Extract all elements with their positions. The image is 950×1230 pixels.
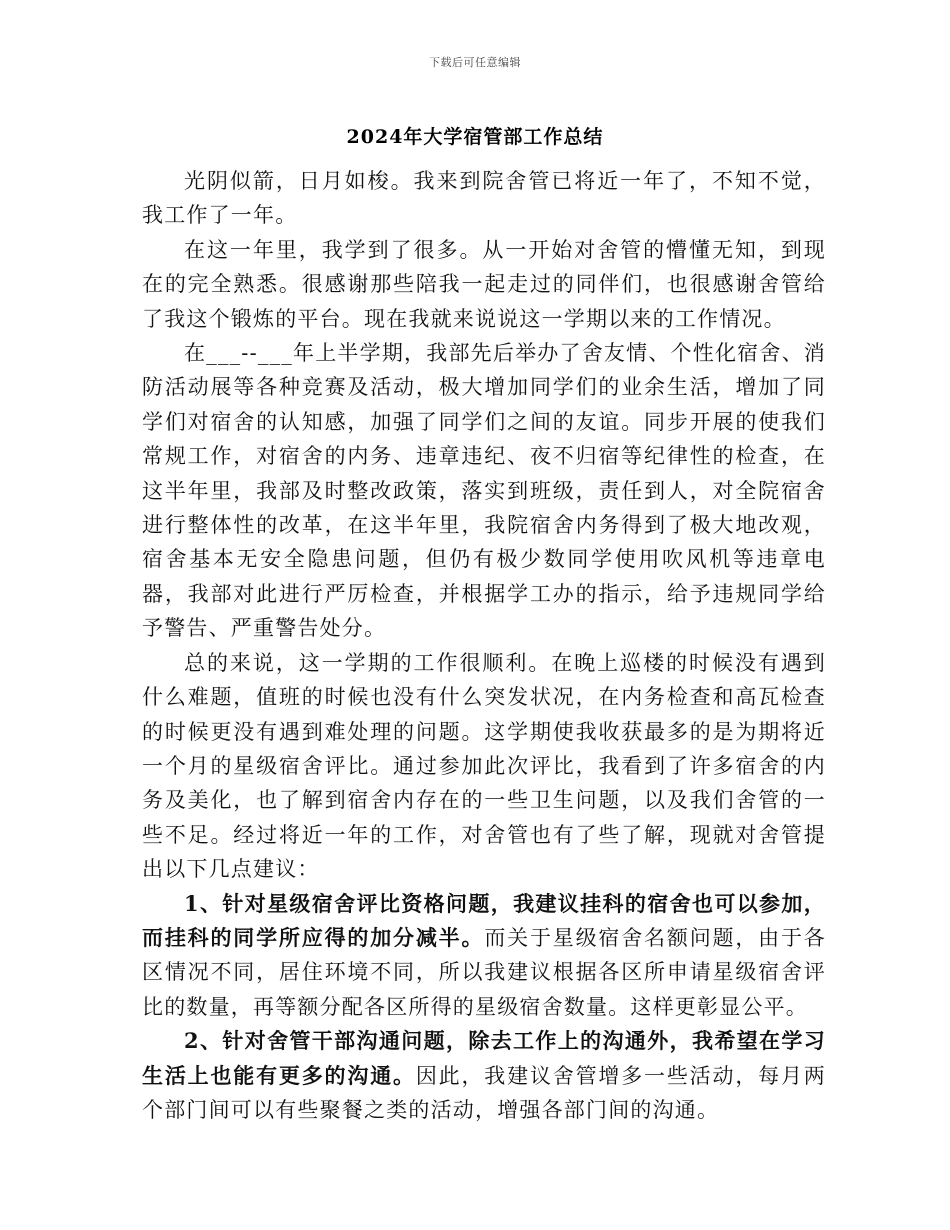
paragraph-text: 在___--___年上半学期，我部先后举办了舍友情、个性化宿舍、消防活动展等各种竞赛及活动，极大增加同学们的业余生活，增加了同学们对宿舍的认知感，加强了同学们之间的友谊。同步开展的使我们常规工作，对宿舍的内务、违章违纪、夜不归宿等纪律性的检查，在这半年里，我部及时整改政策，落实到班级，责任到人，对全院宿舍进行整体性的改革，在这半年里，我院宿舍内务得到了极大地改观，宿舍基本无安全隐患问题，但仍有极少数同学使用吹风机等违章电器，我部对此进行严厉检查，并根据学工办的指示，给予违规同学给予警告、严重警告处分。: [142, 341, 826, 641]
header-note: 下载后可任意编辑: [429, 56, 521, 69]
suggestion-bold-text: 1、针对星级宿舍评比资格问题，我建议挂科的宿舍也可以参加，而挂科的同学所应得的加分减半。: [142, 890, 826, 950]
paragraph-4: [142, 646, 826, 887]
paragraph-1: [142, 164, 826, 233]
suggestion-1: [142, 887, 826, 1025]
document-title: 2024年大学宿管部工作总结: [346, 126, 604, 148]
suggestion-bold-text: 2、针对舍管干部沟通问题，除去工作上的沟通外，我希望在学习生活上也能有更多的沟通。: [142, 1028, 826, 1088]
paragraph-text: 光阴似箭，日月如梭。我来到院舍管已将近一年了，不知不觉，我工作了一年。: [142, 169, 826, 228]
paragraph-text: 在这一年里，我学到了很多。从一开始对舍管的懵懂无知，到现在的完全熟悉。很感谢那些陪我一起走过的同伴们，也很感谢舍管给了我这个锻炼的平台。现在我就来说说这一学期以来的工作情况。: [142, 237, 826, 331]
paragraph-3: [142, 336, 826, 646]
paragraph-text: 总的来说，这一学期的工作很顺利。在晚上巡楼的时候没有遇到什么难题，值班的时候也没有什么突发状况，在内务检查和高瓦检查的时候更没有遇到难处理的问题。这学期使我收获最多的是为期将近一个月的星级宿舍评比。通过参加此次评比，我看到了许多宿舍的内务及美化，也了解到宿舍内存在的一些卫生问题，以及我们舍管的一些不足。经过将近一年的工作，对舍管也有了些了解，现就对舍管提出以下几点建议：: [142, 650, 826, 882]
paragraph-2: [142, 233, 826, 336]
suggestion-text: 而关于星级宿舍名额问题，由于各区情况不同，居住环境不同，所以我建议根据各区所申请星级宿舍评比的数量，再等额分配各区所得的星级宿舍数量。这样更彰显公平。: [142, 925, 827, 1019]
suggestion-text: 因此，我建议舍管增多一些活动，每月两个部门间可以有些聚餐之类的活动，增强各部门间的沟通。: [142, 1063, 826, 1122]
document-body: [142, 164, 826, 1127]
suggestion-2: [142, 1024, 826, 1127]
